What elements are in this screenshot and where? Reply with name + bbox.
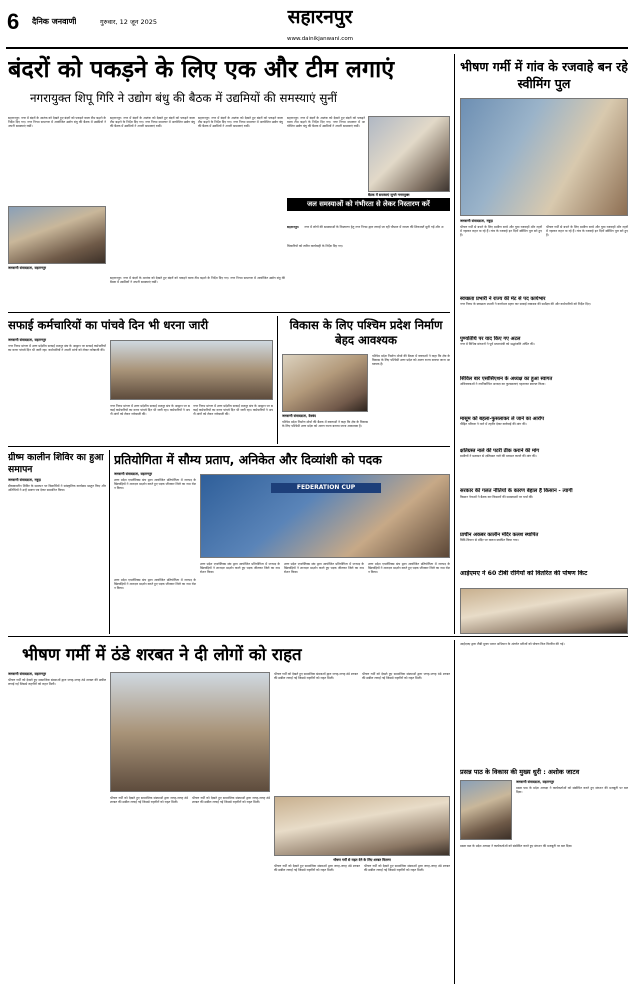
medals-body-col4: उत्तर प्रदेश एथलेटिक्स संघ द्वारा आयोजित प्रतियोगिता में जनपद के खिलाड़ियों ने शानदार प्रदर्शन करते हुए पदक जीतकर जिले का नाम रोशन किया।	[368, 562, 450, 575]
brief-1	[460, 296, 628, 334]
brief-1-headline: स्वच्छता प्रभारी ने राज्य की मेट से पद कार्यभार	[460, 296, 546, 302]
water-text-col5	[362, 672, 450, 792]
medals-banner: FEDERATION CUP	[271, 483, 381, 493]
water-body: भीषण गर्मी को देखते हुए सामाजिक संस्थाओं द्वारा जगह-जगह ठंडे शरबत की छबील लगाई गई जिससे राहगीरों को राहत मिली।	[8, 678, 106, 687]
masthead	[0, 0, 634, 50]
main-story-photo-left	[8, 206, 106, 264]
water-text-col2	[110, 796, 188, 984]
water-body-col5: भीषण गर्मी को देखते हुए सामाजिक संस्थाओं द्वारा जगह-जगह ठंडे शरबत की छबील लगाई गई जिससे राहगीरों को राहत मिली।	[362, 672, 450, 681]
heat-pool-byline: जनवाणी संवाददाता, नकुड़	[460, 219, 493, 223]
medals-body: उत्तर प्रदेश एथलेटिक्स संघ द्वारा आयोजित प्रतियोगिता में जनपद के खिलाड़ियों ने शानदार प्रदर्शन करते हुए पदक जीतकर जिले का नाम रोशन किया।	[114, 478, 196, 491]
divider-vertical-mid	[277, 316, 278, 444]
main-headline: बंदरों को पकड़ने के लिए एक और टीम लगाएं	[8, 55, 395, 83]
brief-1-body: नगर निगम के स्वच्छता प्रभारी ने कार्यभार ग्रहण कर सफाई व्यवस्था की समीक्षा की और कर्मचारियों को निर्देश दिए।	[460, 302, 591, 306]
divider-vertical-bottom	[454, 640, 455, 984]
west-up-text-col2	[372, 354, 450, 442]
main-story-column-5	[110, 276, 285, 310]
boxed-story-headline: जल समस्याओं को गंभीरता से लेकर निस्तारण करें	[287, 198, 450, 211]
brief-3-body: अधिवक्ताओं ने नवनिर्वाचित अध्यक्ष का फूलमालाएं पहनाकर स्वागत किया।	[460, 382, 546, 386]
collection-text-col1	[460, 642, 628, 766]
main-story-body-col4: सहारनपुर: नगर में बंदरों के आतंक को देखते हुए बंदरों को पकड़ने वाला टीम बढ़ाने के निर्देश दिए गए। नगर निगम सभागार में आयोजित उद्योग बंधु की बैठक में उद्यमियों ने अपनी समस्याएं रखीं।	[287, 116, 365, 129]
water-text-col1	[8, 678, 106, 984]
divider-2	[8, 446, 450, 447]
medals-body-col5: उत्तर प्रदेश एथलेटिक्स संघ द्वारा आयोजित प्रतियोगिता में जनपद के खिलाड़ियों ने शानदार प्रदर्शन करते हुए पदक जीतकर जिले का नाम रोशन किया।	[114, 578, 196, 591]
medals-body-col2: उत्तर प्रदेश एथलेटिक्स संघ द्वारा आयोजित प्रतियोगिता में जनपद के खिलाड़ियों ने शानदार प्रदर्शन करते हुए पदक जीतकर जिले का नाम रोशन किया।	[200, 562, 280, 575]
water-photo-caption: भीषण गर्मी से राहत देने के लिए शरबत वितरण	[333, 858, 391, 862]
main-story-body-col3: सहारनपुर: नगर में बंदरों के आतंक को देखते हुए बंदरों को पकड़ने वाला टीम बढ़ाने के निर्देश दिए गए। नगर निगम सभागार में आयोजित उद्योग बंधु की बैठक में उद्यमियों ने अपनी समस्याएं रखीं।	[198, 116, 283, 129]
water-body-col7: भीषण गर्मी को देखते हुए सामाजिक संस्थाओं द्वारा जगह-जगह ठंडे शरबत की छबील लगाई गई जिससे राहगीरों को राहत मिली।	[364, 864, 450, 873]
water-photo-left	[110, 672, 270, 792]
brief-list	[460, 296, 628, 636]
camp-body: ग्रीष्मकालीन शिविर के समापन पर विद्यार्थियों ने सांस्कृतिक कार्यक्रम प्रस्तुत किए और अतिथियों ने उन्हें प्रमाण पत्र देकर सम्मानित किया।	[8, 484, 106, 493]
brief-2-headline: पुण्यतिथि पर याद किए गए अटल	[460, 336, 521, 342]
brief-4-body: पीड़ित परिवार ने थाने में तहरीर देकर कार्रवाई की मांग की।	[460, 422, 527, 426]
collection-body-top: आईएमए द्वारा टीबी मुक्त भारत अभियान के अंतर्गत मरीजों को पोषण किट वितरित की गई।	[460, 642, 565, 646]
main-story-photo	[368, 116, 450, 192]
main-story-body-col2: सहारनपुर: नगर में बंदरों के आतंक को देखते हुए बंदरों को पकड़ने वाला टीम बढ़ाने के निर्देश दिए गए। नगर निगम सभागार में आयोजित उद्योग बंधु की बैठक में उद्यमियों ने अपनी समस्याएं रखीं।	[110, 116, 195, 129]
brief-5	[460, 448, 628, 486]
water-text-col6	[274, 864, 360, 984]
medals-photo	[200, 474, 450, 558]
cleaners-body: नगर निगम प्रांगण में उत्तर प्रदेशीय सफाई मजदूर संघ के आह्वान पर सफाई कर्मचारियों का धरना पांचवे दिन भी जारी रहा। कर्मचारियों ने अपनी मांगों को लेकर नारेबाजी की।	[8, 344, 106, 353]
main-story-column-3	[198, 116, 283, 276]
brief-4-headline: मासूम को बहला-फुसलाकर ले जाने का आरोप	[460, 416, 544, 422]
brief-2-body: नगर में विभिन्न संगठनों ने पूर्व प्रधानमंत्री को श्रद्धांजलि अर्पित की।	[460, 342, 535, 346]
water-headline: भीषण गर्मी में ठंडे शरबत ने दी लोगों को राहत	[22, 644, 302, 664]
main-story-body-col5: सहारनपुर: नगर में बंदरों के आतंक को देखते हुए बंदरों को पकड़ने वाला टीम बढ़ाने के निर्देश दिए गए। नगर निगम सभागार में आयोजित उद्योग बंधु की बैठक में उद्यमियों ने अपनी समस्याएं रखीं।	[110, 276, 285, 285]
heat-pool-headline: भीषण गर्मी में गांव के रजवाहे बन रहे स्वीमिंग पुल	[460, 59, 628, 91]
brief-6-body: किसान नेताओं ने बैठक कर किसानों की समस्याओं पर चर्चा की।	[460, 494, 534, 499]
section-title: सहारनपुर	[287, 6, 353, 28]
boxed-story	[287, 198, 450, 310]
water-body-col4: भीषण गर्मी को देखते हुए सामाजिक संस्थाओं द्वारा जगह-जगह ठंडे शरबत की छबील लगाई गई जिससे राहगीरों को राहत मिली।	[274, 672, 358, 681]
divider-vertical-camp	[109, 450, 110, 634]
heat-pool-body-col2: भीषण गर्मी से बचने के लिए ग्रामीण बच्चे और युवा रजवाहों और नहरों में नहाकर राहत पा रहे हैं। गांव के रजवाहे इन दिनों स्वीमिंग पूल बने हुए हैं।	[546, 225, 628, 238]
cleaners-headline: सफाई कर्मचारियों का पांचवे दिन भी धरना जारी	[8, 318, 209, 332]
boxed-story-body: नगर में लोगों की समस्याओं के निस्तारण हेतु नगर निगम द्वारा लगाई जा रही चौपाल में जनता की शिकायतें सुनी गईं और अधिकारियों को त्वरित कार्यवाही के निर्देश दिए गए।	[287, 225, 444, 248]
collection-photo	[460, 780, 512, 840]
brief-7-body: विधि-विधान से मंदिर पर कलश स्थापित किया गया।	[460, 538, 519, 542]
brief-4	[460, 416, 628, 446]
main-story-column-1	[8, 116, 106, 204]
water-photo-right	[274, 796, 450, 856]
cleaners-body-col2: नगर निगम प्रांगण में उत्तर प्रदेशीय सफाई मजदूर संघ के आह्वान पर सफाई कर्मचारियों का धरना पांचवे दिन भी जारी रहा। कर्मचारियों ने अपनी मांगों को लेकर नारेबाजी की।	[110, 404, 190, 417]
collection-headline: प्रसन्न पाठ के विकास की मुख्य धुरी : अशोक जाटव	[460, 768, 580, 776]
west-up-headline: विकास के लिए पश्चिम प्रदेश निर्माण बेहद आवश्यक	[289, 318, 443, 347]
medals-text-col4	[368, 562, 450, 632]
brief-5-body: ग्रामीणों ने प्रशासन से क्षतिग्रस्त नाले की मरम्मत कराने की मांग की।	[460, 454, 537, 458]
water-text-col4	[274, 672, 358, 792]
collection-body-bottom: प्रसन्न पाठ के प्रदेश अध्यक्ष ने कार्यकर्ताओं को संबोधित करते हुए संगठन की मजबूती पर बल दिया।	[460, 844, 573, 848]
brief-2	[460, 336, 628, 374]
heat-pool-text-col2	[546, 225, 628, 293]
boxed-story-text	[287, 213, 450, 308]
water-body-col2: भीषण गर्मी को देखते हुए सामाजिक संस्थाओं द्वारा जगह-जगह ठंडे शरबत की छबील लगाई गई जिससे राहगीरों को राहत मिली।	[110, 796, 188, 805]
heat-pool-text-col1	[460, 225, 542, 293]
brief-6	[460, 488, 628, 530]
heat-pool-photo	[460, 98, 628, 216]
brief-8-photo	[460, 588, 628, 634]
west-up-text-col1	[282, 420, 368, 442]
medals-text-col3	[284, 562, 364, 632]
edition-date: गुरुवार, 12 जून 2025	[100, 18, 158, 26]
camp-headline: ग्रीष्म कालीन शिविर का हुआ समापन	[8, 452, 104, 475]
water-body-col6: भीषण गर्मी को देखते हुए सामाजिक संस्थाओं द्वारा जगह-जगह ठंडे शरबत की छबील लगाई गई जिससे राहगीरों को राहत मिली।	[274, 864, 360, 873]
water-byline: जनवाणी संवाददाता, सहारनपुर	[8, 672, 47, 676]
cleaners-byline: जनवाणी संवाददाता, सहारनपुर	[8, 338, 47, 342]
brief-8	[460, 570, 628, 636]
brief-5-headline: क्षतिग्रस्त नाले की पटरी ठीक कराने की मांग	[460, 448, 540, 454]
collection-body: प्रसन्न पाठ के प्रदेश अध्यक्ष ने कार्यकर्ताओं को संबोधित करते हुए संगठन की मजबूती पर बल दिया।	[516, 786, 628, 795]
camp-byline: जनवाणी संवाददाता, नकुड़	[8, 478, 41, 482]
brief-3-headline: सिविल बार एसोसिएशन के अध्यक्ष का हुआ स्वागत	[460, 376, 553, 382]
brief-8-headline: आईएमए ने 60 टीबी रोगियों को वितरित की पोषण किट	[460, 570, 588, 577]
main-story-photo-caption: बैठक में समस्याएं सुनते नगरायुक्त	[368, 193, 410, 197]
medals-text-col1	[114, 478, 196, 574]
main-subhead: नगरायुक्त शिपू गिरि ने उद्योग बंधु की बैठक में उद्यमियों की समस्याएं सुनीं	[30, 91, 337, 105]
main-story-column-2	[110, 116, 195, 276]
main-story-photo-left-byline: जनवाणी संवाददाता, सहारनपुर	[8, 266, 47, 270]
main-story-lead: सहारनपुर: नगर में बंदरों के आतंक को देखते हुए बंदरों को पकड़ने वाला टीम बढ़ाने के निर्देश दिए गए। नगर निगम सभागार में आयोजित उद्योग बंधु की बैठक में उद्यमियों ने अपनी समस्याएं रखीं।	[8, 116, 106, 129]
brief-7	[460, 532, 628, 568]
water-body-col3: भीषण गर्मी को देखते हुए सामाजिक संस्थाओं द्वारा जगह-जगह ठंडे शरबत की छबील लगाई गई जिससे राहगीरों को राहत मिली।	[192, 796, 270, 805]
column-divider-right	[454, 54, 455, 634]
masthead-rule	[6, 47, 628, 49]
cleaners-text-col3	[193, 404, 273, 442]
cleaners-photo	[110, 340, 273, 400]
website: www.dainikjanwani.com	[286, 36, 354, 42]
brief-7-headline: प्राचीन अकबर कालीन मंदिर कलश स्थापित	[460, 532, 539, 538]
medals-headline: प्रतियोगिता में सौम्य प्रताप, अनिकेत और दिव्यांशी को पदक	[114, 452, 382, 467]
medals-text-col5	[114, 578, 196, 632]
west-up-byline: जनवाणी संवाददाता, देवबंद	[282, 414, 316, 418]
boxed-story-byline: सहारनपुर:	[287, 225, 300, 229]
water-text-col3	[192, 796, 270, 984]
west-up-photo	[282, 354, 368, 412]
cleaners-text-col2	[110, 404, 190, 442]
camp-text	[8, 484, 106, 634]
brief-3	[460, 376, 628, 414]
medals-body-col3: उत्तर प्रदेश एथलेटिक्स संघ द्वारा आयोजित प्रतियोगिता में जनपद के खिलाड़ियों ने शानदार प्रदर्शन करते हुए पदक जीतकर जिले का नाम रोशन किया।	[284, 562, 364, 575]
paper-name: दैनिक जनवाणी	[32, 17, 77, 26]
collection-byline: जनवाणी संवाददाता, सहारनपुर	[516, 780, 555, 784]
collection-text-col2	[516, 786, 628, 840]
cleaners-text-col1	[8, 344, 106, 436]
page-number: 6	[7, 10, 20, 34]
water-text-col7	[364, 864, 450, 984]
heat-pool-body: भीषण गर्मी से बचने के लिए ग्रामीण बच्चे और युवा रजवाहों और नहरों में नहाकर राहत पा रहे हैं। गांव के रजवाहे इन दिनों स्वीमिंग पूल बने हुए हैं।	[460, 225, 542, 238]
medals-byline: जनवाणी संवाददाता, सहारनपुर	[114, 472, 153, 476]
west-up-body: पश्चिम प्रदेश निर्माण मोर्चा की बैठक में वक्ताओं ने कहा कि क्षेत्र के विकास के लिए पश्चिमी उत्तर प्रदेश को अलग राज्य बनाया जाना आवश्यक है।	[282, 420, 368, 429]
west-up-body-col2: पश्चिम प्रदेश निर्माण मोर्चा की बैठक में वक्ताओं ने कहा कि क्षेत्र के विकास के लिए पश्चिमी उत्तर प्रदेश को अलग राज्य बनाया जाना आवश्यक है।	[372, 354, 450, 367]
cleaners-body-col3: नगर निगम प्रांगण में उत्तर प्रदेशीय सफाई मजदूर संघ के आह्वान पर सफाई कर्मचारियों का धरना पांचवे दिन भी जारी रहा। कर्मचारियों ने अपनी मांगों को लेकर नारेबाजी की।	[193, 404, 273, 417]
divider-3	[8, 636, 628, 637]
medals-text-col2	[200, 562, 280, 632]
brief-6-headline: सरकार की गलत नीतियों के कारण बेहाल हैं किसान - त्यागी	[460, 488, 573, 494]
collection-text-col3	[460, 844, 628, 984]
divider-1	[8, 312, 450, 313]
